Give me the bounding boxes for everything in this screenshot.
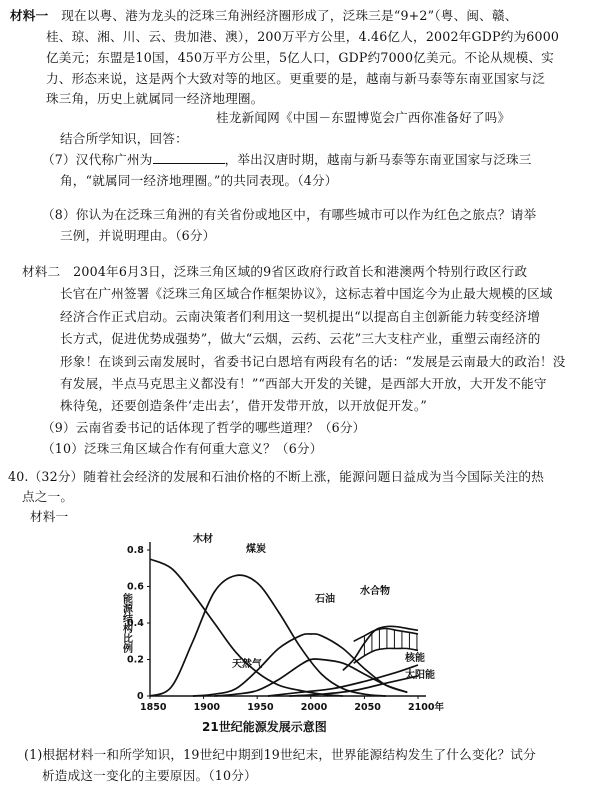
question-intro: 结合所学知识，回答： xyxy=(60,131,188,146)
y-tick-label: 0 xyxy=(137,691,144,702)
series-label: 太阳能 xyxy=(405,670,435,681)
question-40-line-1: 40.（32分）随着社会经济的发展和石油价格的不断上涨，能源问题日益成为当今国际关注的热 xyxy=(8,469,545,484)
x-tick-label: 1850 xyxy=(140,702,167,713)
y-axis-label: 能源结构比例 xyxy=(120,593,132,653)
series-label: 核能 xyxy=(405,653,425,664)
material-1-line-1: 材料一 现在以粤、港为龙头的泛珠三角洲经济圈形成了，泛珠三是“9+2”（粤、闽、赣、 xyxy=(10,8,518,23)
material-1-source: 桂龙新闻网《中国－东盟博览会广西你准备好了吗》 xyxy=(216,110,511,125)
y-tick-label: 0.4 xyxy=(127,618,144,629)
question-1-line-2: 析造成这一变化的主要原因。（10分） xyxy=(42,768,257,783)
question-10: （10）泛珠三角区域合作有何重大意义？（6分） xyxy=(42,441,323,456)
material-2-line-6: 有发展，半点马克思主义都没有！”“西部大开发的关键，是西部大开放，大开发不能守 xyxy=(60,376,547,391)
question-40-line-2: 点之一。 xyxy=(22,489,74,504)
answer-blank[interactable] xyxy=(153,151,225,164)
question-1-line-1: (1)根据材料一和所学知识，19世纪中期到19世纪末，世界能源结构发生了什么变化？试分 xyxy=(24,747,536,762)
x-tick-label: 1900 xyxy=(193,702,221,713)
series-label: 石油 xyxy=(315,594,335,605)
question-7-line-1: （7）汉代称广州为 ，举出汉唐时期，越南与新马泰等东南亚国家与泛珠三 xyxy=(42,152,532,167)
energy-chart xyxy=(0,526,591,766)
material-2-line-2: 长官在广州签署《泛珠三角区域合作框架协议》，这标志着中国迄今为止最大规模的区域 xyxy=(60,286,553,301)
material-2-line-3: 经济合作正式启动。云南决策者们利用这一契机提出“以提高自主创新能力转变经济增 xyxy=(60,309,541,324)
x-tick-label: 1950 xyxy=(247,702,274,713)
series-label: 水合物 xyxy=(360,586,390,597)
x-tick-label: 2000 xyxy=(300,702,328,713)
material-2-line-1: 材料二 2004年6月3日，泛珠三角区域的9省区政府行政首长和港澳两个特别行政区行政 xyxy=(22,264,528,279)
y-tick-label: 0.8 xyxy=(127,545,144,556)
question-8-line-2: 三例，并说明理由。（6分） xyxy=(60,228,216,243)
series-label: 天然气 xyxy=(232,659,262,670)
series-label: 煤炭 xyxy=(246,544,266,555)
series-line xyxy=(150,575,386,696)
material-1-line-3: 亿美元；东盟是10国，450万平方公里，5亿人口，GDP约7000亿美元。不论从规模、实 xyxy=(46,50,554,65)
series-line xyxy=(150,559,343,696)
question-8-line-1: （8）你认为在泛珠三角洲的有关省份或地区中，有哪些城市可以作为红色之旅点？请举 xyxy=(42,207,537,222)
material-1-label: 材料一 xyxy=(10,8,49,23)
x-tick-label: 2100年 xyxy=(408,702,444,713)
hydrate-band-upper xyxy=(354,629,418,642)
material-1-line-4: 力、形态来说，这是两个大致对等的地区。更重要的是，越南与新马泰等东南亚国家与泛 xyxy=(46,71,545,86)
y-tick-label: 0.2 xyxy=(127,654,144,666)
x-tick-label: 2050 xyxy=(354,702,381,713)
question-9: （9）云南省委书记的话体现了哲学的哪些道理？（6分） xyxy=(42,420,366,435)
material-2-line-4: 长方式，促进优势成强势”，做大“云烟，云药、云花”三大支柱产业，重塑云南经济的 xyxy=(60,331,541,346)
chart-title: 21世纪能源发展示意图 xyxy=(202,720,327,734)
material-2-line-5: 形象！在谈到云南发展时，省委书记白恩培有两段有名的话：“发展是云南最大的政治！没 xyxy=(60,354,566,369)
material-2-line-7: 株待兔，还要创造条件‘走出去’，借开发带开放，以开放促开发。” xyxy=(60,398,427,413)
material-1-line-5: 珠三角，历史上就属同一经济地理圈。 xyxy=(46,91,264,106)
material-1-line-2: 桂、琼、湘、川、云、贵加港、澳），200万平方公里，4.46亿人，2002年GDP约为6000 xyxy=(46,29,560,44)
series-label: 木材 xyxy=(193,534,213,545)
material-1-heading: 材料一 xyxy=(30,509,69,524)
question-7-line-2: 角，“就属同一经济地理圈。”的共同表现。（4分） xyxy=(60,173,338,188)
y-tick-label: 0.6 xyxy=(127,581,144,593)
